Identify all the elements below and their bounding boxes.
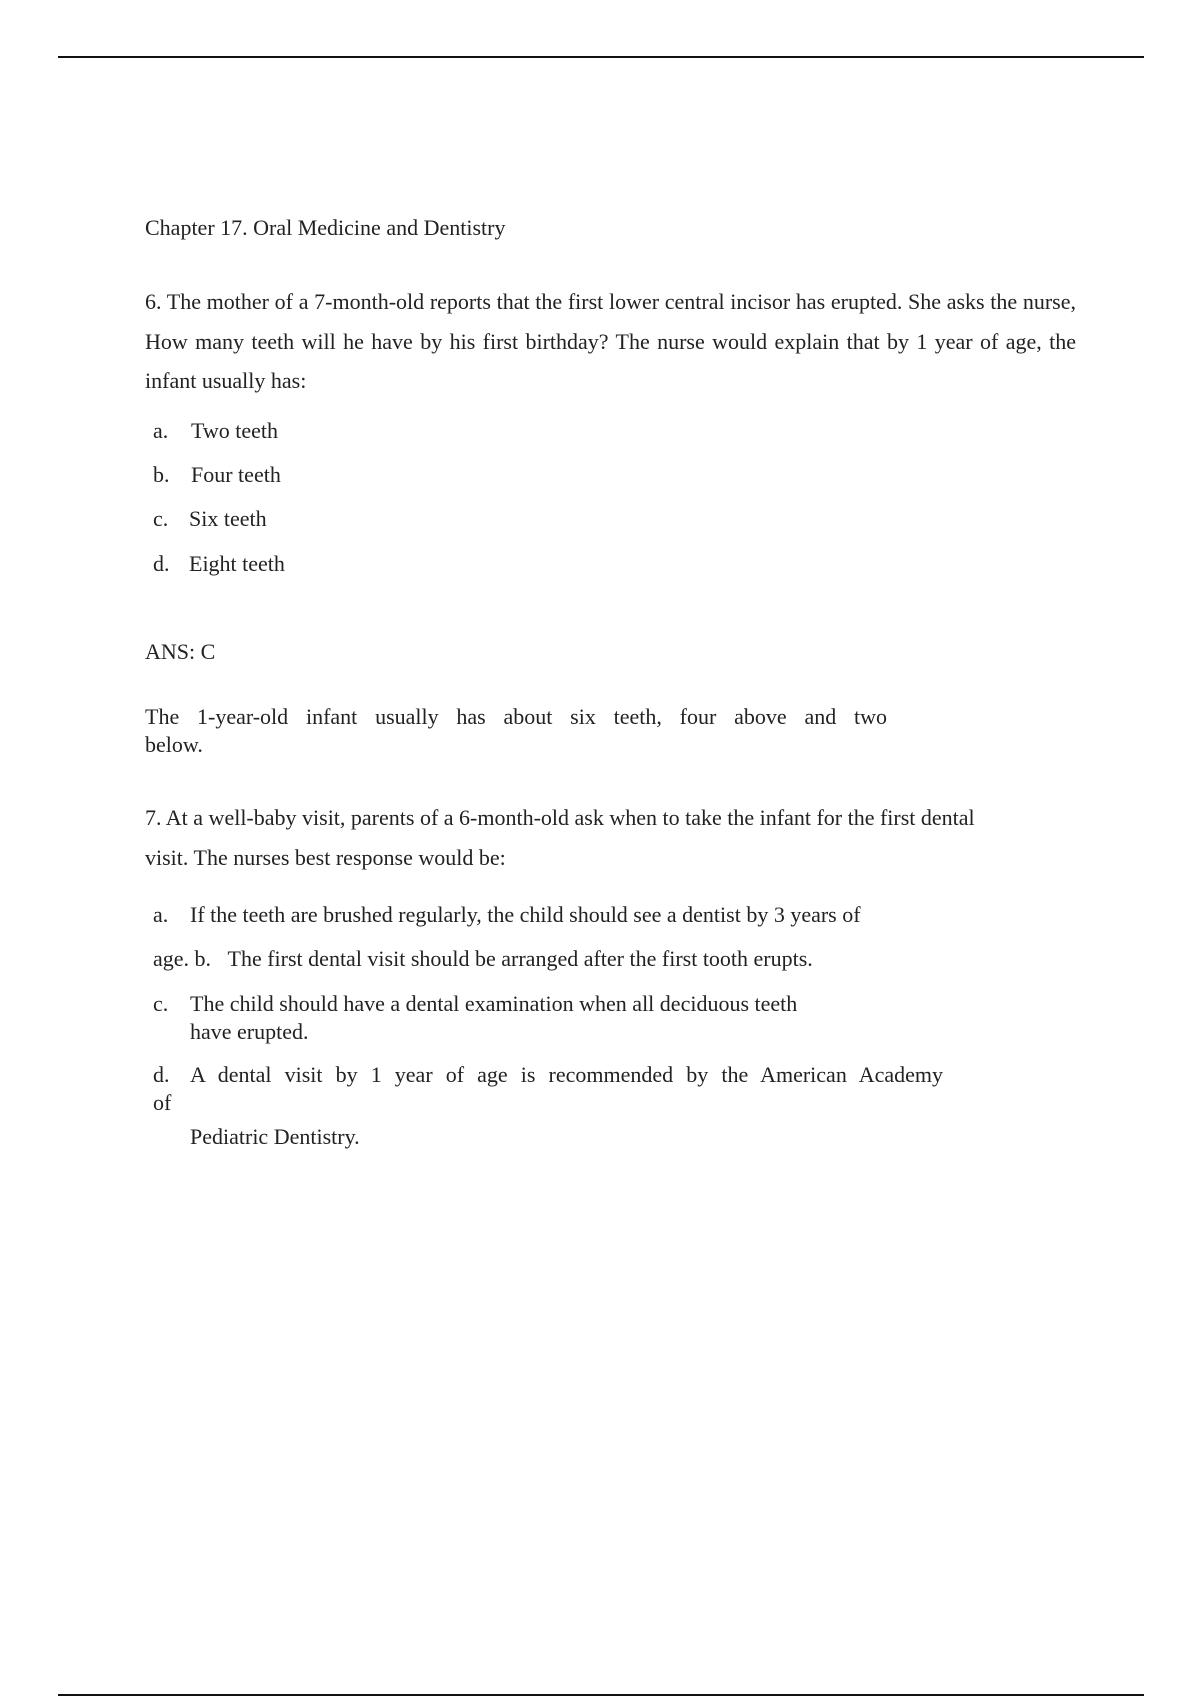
top-rule xyxy=(58,56,1144,58)
q6-option-b-text: Four teeth xyxy=(191,462,281,487)
q6-option-a-label: a. xyxy=(153,418,169,443)
q7-option-b-text: The first dental visit should be arranged after the first tooth erupts. xyxy=(227,946,813,971)
q6-option-c-label: c. xyxy=(153,506,169,531)
q7-option-d-line-1-wrap xyxy=(153,1061,943,1089)
q7-option-b xyxy=(153,946,813,972)
q6-option-c-text: Six teeth xyxy=(189,506,267,531)
q7-option-d xyxy=(153,1061,943,1151)
q7-option-a-text: If the teeth are brushed regularly, the child should see a dentist by 3 years of xyxy=(190,902,861,927)
q6-option-d xyxy=(153,551,285,577)
q7-option-c-line-2: have erupted. xyxy=(190,1019,309,1044)
q7-option-d-line-3: Pediatric Dentistry. xyxy=(190,1124,360,1149)
q6-option-b xyxy=(153,462,281,488)
question-6-text: 6. The mother of a 7-month-old reports that the first lower central incisor has erupted. She asks the nurse, How many teeth will he have by his first birthday? The nurse would explain that by 1 year of age, the infant usually has: xyxy=(145,289,1076,393)
q6-option-b-label: b. xyxy=(153,462,170,487)
q6-option-a-text: Two teeth xyxy=(191,418,279,443)
q6-option-d-label: d. xyxy=(153,551,170,576)
rationale-line-2: below. xyxy=(145,732,203,757)
q7-option-a xyxy=(153,902,861,928)
bottom-rule xyxy=(58,1694,1144,1696)
q7-option-d-label: d. xyxy=(153,1062,170,1087)
q7-option-c-line-1: The child should have a dental examination when all deciduous teeth xyxy=(190,991,798,1016)
rationale xyxy=(145,703,887,759)
question-7-text: 7. At a well-baby visit, parents of a 6-month-old ask when to take the infant for the first dental visit. The nurses best response would be: xyxy=(145,805,975,870)
q6-option-c xyxy=(153,506,267,532)
chapter-title: Chapter 17. Oral Medicine and Dentistry xyxy=(145,215,506,240)
rationale-line-1: The 1-year-old infant usually has about six teeth, four above and two xyxy=(145,704,887,729)
q7-option-a-label: a. xyxy=(153,902,169,927)
answer-key: ANS: C xyxy=(145,639,216,664)
q7-option-c-label: c. xyxy=(153,991,169,1016)
q7-option-b-label: age. b. xyxy=(153,946,212,971)
q7-option-d-line-2: of xyxy=(153,1090,172,1115)
q6-option-a xyxy=(153,418,278,444)
q7-option-c xyxy=(153,990,797,1046)
q7-option-d-line-1: A dental visit by 1 year of age is recommended by the American Academy xyxy=(190,1062,943,1087)
q6-option-d-text: Eight teeth xyxy=(189,551,285,576)
